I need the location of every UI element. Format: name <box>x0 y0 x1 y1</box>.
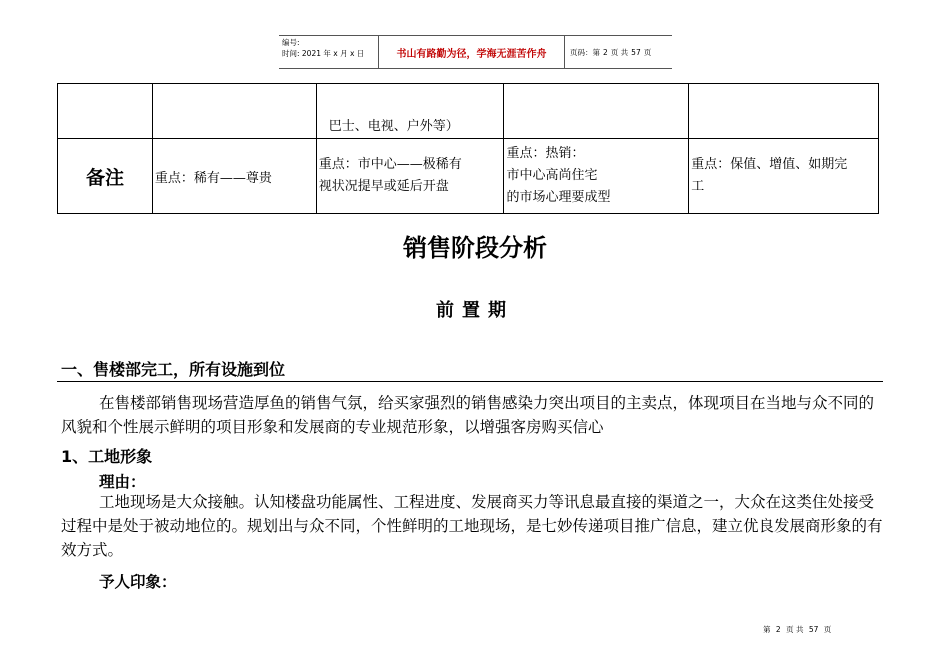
footer-suffix: 页 <box>823 625 832 634</box>
cell-line: 重点：市中心——极稀有 <box>318 157 462 172</box>
cell-line: 重点：保值、增值、如期完 <box>691 157 848 172</box>
table-row <box>58 139 879 214</box>
time-label: 时间: 2021 年 x 月 x 日 <box>282 49 365 58</box>
subsection-heading: 1、工地形象 <box>61 447 153 466</box>
section-heading: 一、售楼部完工，所有设施到位 <box>61 360 286 379</box>
table-cell <box>689 139 879 214</box>
header-meta <box>279 36 379 68</box>
cell-line: 工 <box>691 179 705 194</box>
table-cell: 巴士、电视、户外等） <box>316 84 504 139</box>
page-mid: 页 共 <box>610 47 629 57</box>
header-page-info <box>565 36 672 68</box>
table-cell <box>504 139 689 214</box>
table-cell <box>58 84 153 139</box>
table-cell: 重点：稀有——尊贵 <box>152 139 316 214</box>
footer-mid: 页 共 <box>786 625 804 634</box>
cell-line: 重点：热销： <box>506 146 585 161</box>
header-motto: 书山有路勤为径，学海无涯苦作舟 <box>379 36 565 68</box>
impression-label: 予人印象： <box>99 573 177 591</box>
body-paragraph: 工地现场是大众接触。认知楼盘功能属性、工程进度、发展商买力等讯息最直接的渠道之一，大众在这类住处接受过程中是处于被动地位的。规划出与众不同，个性鲜明的工地现场，是七妙传递项目推广信息，建立优良发展商形象的有效方式。 <box>61 493 883 559</box>
body-paragraph: 在售楼部销售现场营造厚鱼的销售气氛，给买家强烈的销售感染力突出项目的主卖点，体现项目在当地与众不同的风貌和个性展示鲜明的项目形象和发展商的专业规范形象，以增强客房购买信心 <box>61 394 875 436</box>
table-row <box>58 84 879 139</box>
footer-prefix: 第 <box>763 625 771 634</box>
remarks-table <box>57 83 879 214</box>
number-label: 编号: <box>282 38 300 47</box>
page-total: 57 <box>631 47 641 57</box>
footer-total: 57 <box>808 625 819 634</box>
remarks-label: 备注 <box>58 139 153 214</box>
page-footer <box>763 624 834 635</box>
page-end: 页 <box>643 47 652 57</box>
table-cell <box>152 84 316 139</box>
reason-label: 理由： <box>99 473 146 491</box>
cell-line: 的市场心理要成型 <box>506 190 611 205</box>
table-cell <box>689 84 879 139</box>
page-header <box>279 35 672 69</box>
footer-page: 2 <box>775 625 781 634</box>
cell-line: 视状况提早或延后开盘 <box>318 179 449 194</box>
heading-rule <box>57 381 883 382</box>
page-number: 2 <box>603 47 608 57</box>
page-label: 页码：第 <box>570 47 600 57</box>
table-cell <box>504 84 689 139</box>
page-title: 销售阶段分析 <box>403 234 547 262</box>
table-cell <box>316 139 504 214</box>
cell-line: 市中心高尚住宅 <box>506 168 598 183</box>
section-title: 前置期 <box>436 300 514 321</box>
